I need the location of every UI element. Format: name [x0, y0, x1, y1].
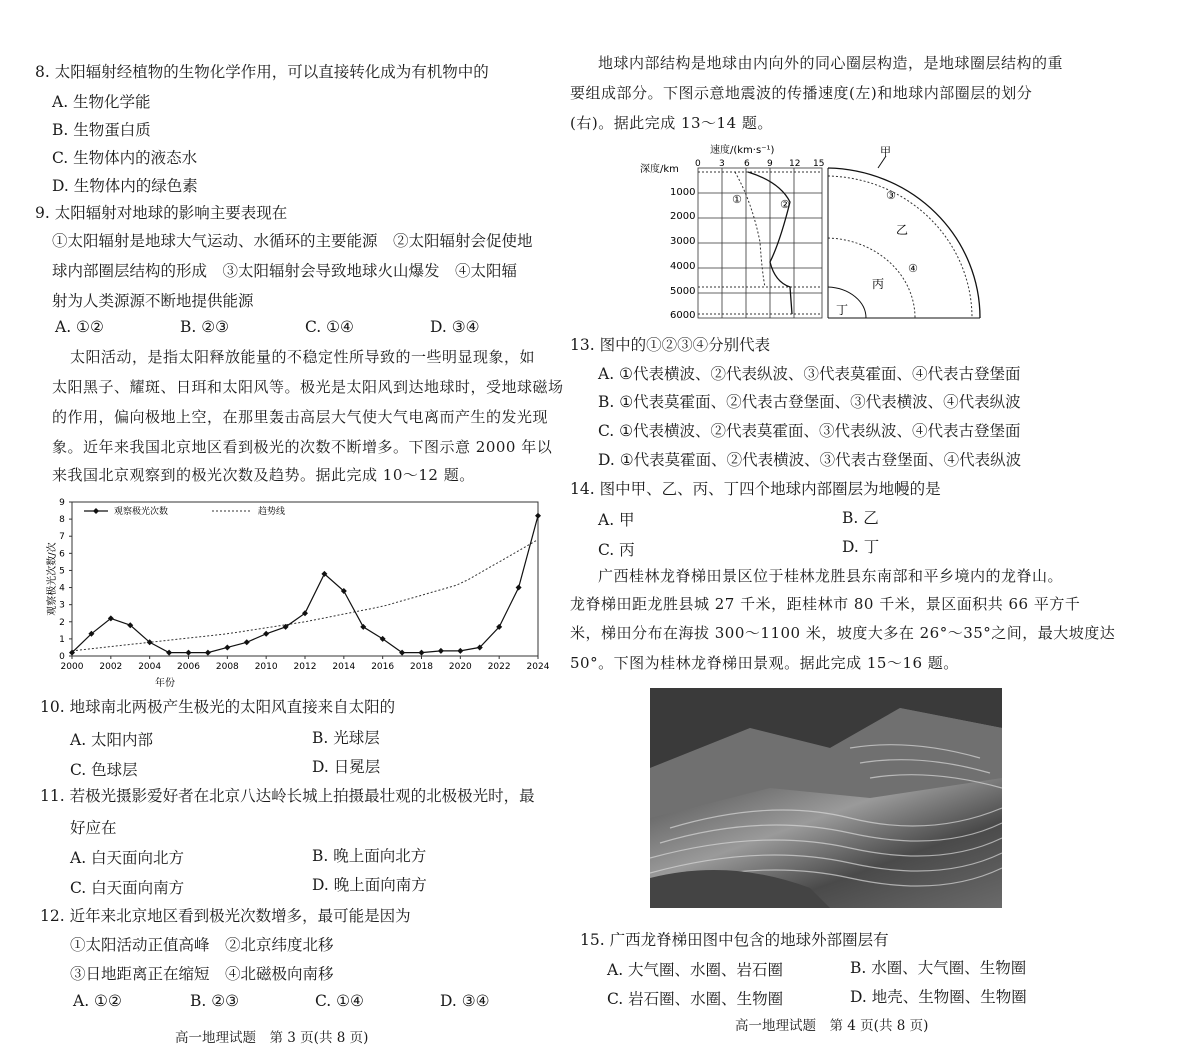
layer-label-c: 丙 [872, 277, 885, 291]
speed-tick: 15 [813, 159, 825, 169]
q12-line-1: ①太阳活动正值高峰 ②北京纬度北移 [70, 936, 334, 954]
y-tick-label: 6 [59, 549, 65, 560]
y-axis-label: 观察极光次数/次 [47, 542, 58, 616]
label-curve-2: ② [780, 198, 790, 211]
y-tick-label: 0 [59, 652, 65, 662]
q11-option-a[interactable]: A. 白天面向北方 [70, 849, 185, 867]
depth-tick: 6000 [670, 310, 696, 321]
q9-stem: 9. 太阳辐射对地球的影响主要表现在 [35, 204, 288, 222]
x-tick-label: 2008 [215, 662, 239, 672]
q13-option-c[interactable]: C. ①代表横波、②代表莫霍面、③代表纵波、④代表古登堡面 [598, 422, 1021, 440]
q12-option-b[interactable]: B. ②③ [190, 992, 240, 1010]
depth-tick: 3000 [670, 236, 696, 247]
q10-option-c[interactable]: C. 色球层 [70, 761, 138, 779]
x-tick-label: 2006 [177, 662, 200, 672]
q9-option-b[interactable]: B. ②③ [180, 318, 230, 336]
q8-option-b[interactable]: B. 生物蛋白质 [52, 121, 151, 139]
q15-option-a[interactable]: A. 大气圈、水圈、岩石圈 [607, 961, 784, 979]
passage-line: 50°。下图为桂林龙脊梯田景观。据此完成 15～16 题。 [570, 654, 959, 672]
q12-option-a[interactable]: A. ①② [73, 992, 122, 1010]
depth-tick: 4000 [670, 261, 696, 272]
plot-area [72, 502, 538, 656]
q9-line-3: 射为人类源源不断地提供能源 [52, 292, 254, 310]
data-point [516, 585, 522, 591]
data-point [205, 650, 211, 656]
q10-option-b[interactable]: B. 光球层 [312, 729, 380, 747]
passage-line: 龙脊梯田距龙胜县城 27 千米，距桂林市 80 千米，景区面积共 66 平方千 [570, 595, 1081, 613]
passage-line: 地球内部结构是地球由内向外的同心圈层构造，是地球圈层结构的重 [598, 54, 1064, 72]
page-footer-right: 高一地理试题 第 4 页(共 8 页) [735, 1018, 929, 1034]
q13-option-b[interactable]: B. ①代表莫霍面、②代表古登堡面、③代表横波、④代表纵波 [598, 393, 1021, 411]
q13-option-a[interactable]: A. ①代表横波、②代表纵波、③代表莫霍面、④代表古登堡面 [598, 365, 1021, 383]
legend-trend-label: 趋势线 [258, 507, 286, 517]
q11-option-c[interactable]: C. 白天面向南方 [70, 879, 185, 897]
q13-option-d[interactable]: D. ①代表莫霍面、②代表横波、③代表古登堡面、④代表纵波 [598, 451, 1022, 469]
q9-option-c[interactable]: C. ①④ [305, 318, 354, 336]
q11-option-b[interactable]: B. 晚上面向北方 [312, 847, 427, 865]
q8-option-a[interactable]: A. 生物化学能 [52, 93, 151, 111]
x-tick-label: 2014 [332, 662, 356, 672]
q8-option-d[interactable]: D. 生物体内的绿色素 [52, 177, 198, 195]
depth-tick: 1000 [670, 187, 696, 198]
q13-stem: 13. 图中的①②③④分别代表 [570, 336, 771, 354]
y-tick-label: 9 [59, 498, 65, 508]
layer-label-d: 丁 [836, 303, 849, 317]
label-curve-1: ① [732, 193, 742, 206]
wave-curve-1 [735, 172, 765, 287]
x-tick-label: 2004 [138, 662, 162, 672]
page-footer-left: 高一地理试题 第 3 页(共 8 页) [175, 1030, 369, 1046]
y-tick-label: 7 [59, 532, 65, 543]
q10-option-d[interactable]: D. 日冕层 [312, 758, 381, 776]
data-point [419, 650, 425, 656]
data-point [166, 650, 172, 656]
data-point [535, 513, 541, 519]
x-tick-label: 2022 [487, 662, 511, 672]
y-tick-label: 4 [59, 583, 65, 594]
q12-line-2: ③日地距离正在缩短 ④北磁极向南移 [70, 965, 334, 983]
data-point [438, 648, 444, 654]
x-tick-label: 2024 [526, 662, 550, 672]
passage-line: (右)。据此完成 13～14 题。 [570, 114, 773, 132]
q15-option-c[interactable]: C. 岩石圈、水圈、生物圈 [607, 990, 784, 1008]
label-boundary-3: ③ [886, 189, 896, 202]
speed-tick: 9 [767, 159, 773, 169]
speed-tick: 3 [719, 159, 725, 169]
passage-line: 的作用，偏向极地上空，在那里轰击高层大气使大气电离而产生的发光现 [52, 408, 549, 426]
q9-option-d[interactable]: D. ③④ [430, 318, 480, 336]
layer-label-a: 甲 [880, 145, 891, 158]
q11-stem-cont: 好应在 [70, 819, 117, 837]
q11-option-d[interactable]: D. 晚上面向南方 [312, 876, 427, 894]
passage-line: 太阳活动，是指太阳释放能量的不稳定性所导致的一些明显现象，如 [70, 348, 536, 366]
q14-option-d[interactable]: D. 丁 [842, 538, 880, 556]
speed-tick: 6 [744, 159, 750, 169]
seismic-diagram [640, 142, 1000, 324]
series-observed-line [72, 516, 538, 653]
y-tick-label: 2 [59, 617, 65, 628]
depth-tick: 2000 [670, 211, 696, 222]
legend-observed-marker [93, 508, 99, 514]
label-boundary-4: ④ [908, 262, 918, 275]
data-point [224, 644, 230, 650]
q8-stem: 8. 太阳辐射经植物的生物化学作用，可以直接转化成为有机物中的 [35, 63, 489, 81]
speed-tick: 12 [789, 159, 801, 169]
q15-option-d[interactable]: D. 地壳、生物圈、生物圈 [850, 988, 1027, 1006]
x-tick-label: 2016 [371, 662, 395, 672]
depth-axis-label: 深度/km [640, 164, 679, 175]
passage-line: 来我国北京观察到的极光次数及趋势。据此完成 10～12 题。 [52, 466, 475, 484]
data-point [360, 624, 366, 630]
q8-option-c[interactable]: C. 生物体内的液态水 [52, 149, 198, 167]
q9-line-2: 球内部圈层结构的形成 ③太阳辐射会导致地球火山爆发 ④太阳辐 [52, 262, 518, 280]
passage-line: 米，梯田分布在海拔 300～1100 米，坡度大多在 26°～35°之间，最大坡度达 [570, 624, 1116, 642]
q12-option-d[interactable]: D. ③④ [440, 992, 490, 1010]
q14-option-c[interactable]: C. 丙 [598, 541, 635, 559]
passage-line: 象。近年来我国北京地区看到极光的次数不断增多。下图示意 2000 年以 [52, 438, 553, 456]
data-point [244, 639, 250, 645]
series-trend-line [72, 540, 538, 651]
passage-line: 广西桂林龙脊梯田景区位于桂林龙胜县东南部和平乡境内的龙脊山。 [598, 567, 1064, 585]
q11-stem: 11. 若极光摄影爱好者在北京八达岭长城上拍摄最壮观的北极极光时，最 [40, 787, 535, 805]
layer-label-b: 乙 [896, 223, 909, 237]
speed-axis-label: 速度/(km·s⁻¹) [710, 145, 775, 156]
legend-observed-label: 观察极光次数 [114, 507, 169, 517]
x-tick-label: 2002 [99, 662, 123, 672]
q9-option-a[interactable]: A. ①② [55, 318, 104, 336]
terrace-photo [650, 688, 1002, 908]
x-tick-label: 2012 [293, 662, 317, 672]
q10-stem: 10. 地球南北两极产生极光的太阳风直接来自太阳的 [40, 698, 396, 716]
x-tick-label: 2000 [60, 662, 84, 672]
x-axis-label: 年份 [155, 678, 175, 689]
y-tick-label: 3 [59, 600, 65, 611]
y-tick-label: 8 [59, 515, 65, 526]
q9-line-1: ①太阳辐射是地球大气运动、水循环的主要能源 ②太阳辐射会促使地 [52, 232, 533, 250]
q15-stem: 15. 广西龙脊梯田图中包含的地球外部圈层有 [580, 931, 889, 949]
speed-tick: 0 [695, 159, 701, 169]
q14-option-a[interactable]: A. 甲 [598, 511, 635, 529]
q12-stem: 12. 近年来北京地区看到极光次数增多，最可能是因为 [40, 907, 411, 925]
q14-stem: 14. 图中甲、乙、丙、丁四个地球内部圈层为地幔的是 [570, 480, 941, 498]
q12-option-c[interactable]: C. ①④ [315, 992, 364, 1010]
x-tick-label: 2018 [410, 662, 433, 672]
aurora-line-chart [30, 490, 550, 690]
q10-option-a[interactable]: A. 太阳内部 [70, 731, 154, 749]
data-point [186, 650, 192, 656]
passage-line: 太阳黑子、耀斑、日珥和太阳风等。极光是太阳风到达地球时，受地球磁场 [52, 378, 564, 396]
y-tick-label: 5 [59, 566, 65, 577]
x-tick-label: 2020 [448, 662, 472, 672]
y-tick-label: 1 [59, 634, 65, 645]
q15-option-b[interactable]: B. 水圈、大气圈、生物圈 [850, 959, 1027, 977]
data-point [457, 648, 463, 654]
depth-tick: 5000 [670, 286, 696, 297]
x-tick-label: 2010 [254, 662, 278, 672]
passage-line: 要组成部分。下图示意地震波的传播速度(左)和地球内部圈层的划分 [570, 84, 1033, 102]
q14-option-b[interactable]: B. 乙 [842, 509, 879, 527]
data-point [263, 631, 269, 637]
